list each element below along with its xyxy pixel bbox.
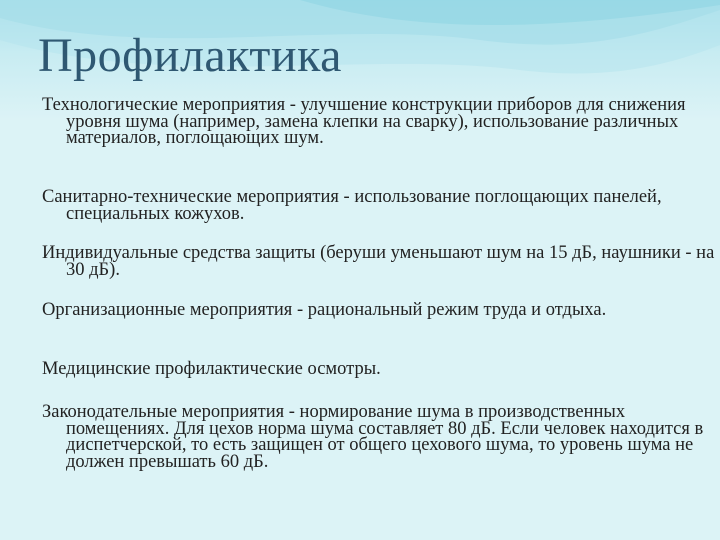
slide-body — [42, 95, 715, 472]
paragraph-legislative: Законодательные мероприятия - нормирование шума в производственных помещениях. Для цехов норма шума составляет 80 дБ. Если человек находится в диспетчерской, то есть защищен от общего цехового шума, то уровень шума не должен превышать 60 дБ. — [42, 402, 704, 472]
paragraph-technological: Технологические мероприятия - улучшение конструкции приборов для снижения уровня шума (например, замена клепки на сварку), использование различных материалов, поглощающих шум. — [42, 95, 686, 148]
page-title: Профилактика — [38, 29, 342, 82]
paragraph-sanitary: Санитарно-технические мероприятия - использование поглощающих панелей, специальных кожухов. — [42, 187, 662, 224]
paragraph-personal-protection: Индивидуальные средства защиты (беруши уменьшают шум на 15 дБ, наушники - на 30 дБ). — [42, 243, 715, 280]
paragraph-organizational: Организационные мероприятия - рациональный режим труда и отдыха. — [42, 300, 607, 320]
paragraph-medical: Медицинские профилактические осмотры. — [42, 359, 381, 379]
